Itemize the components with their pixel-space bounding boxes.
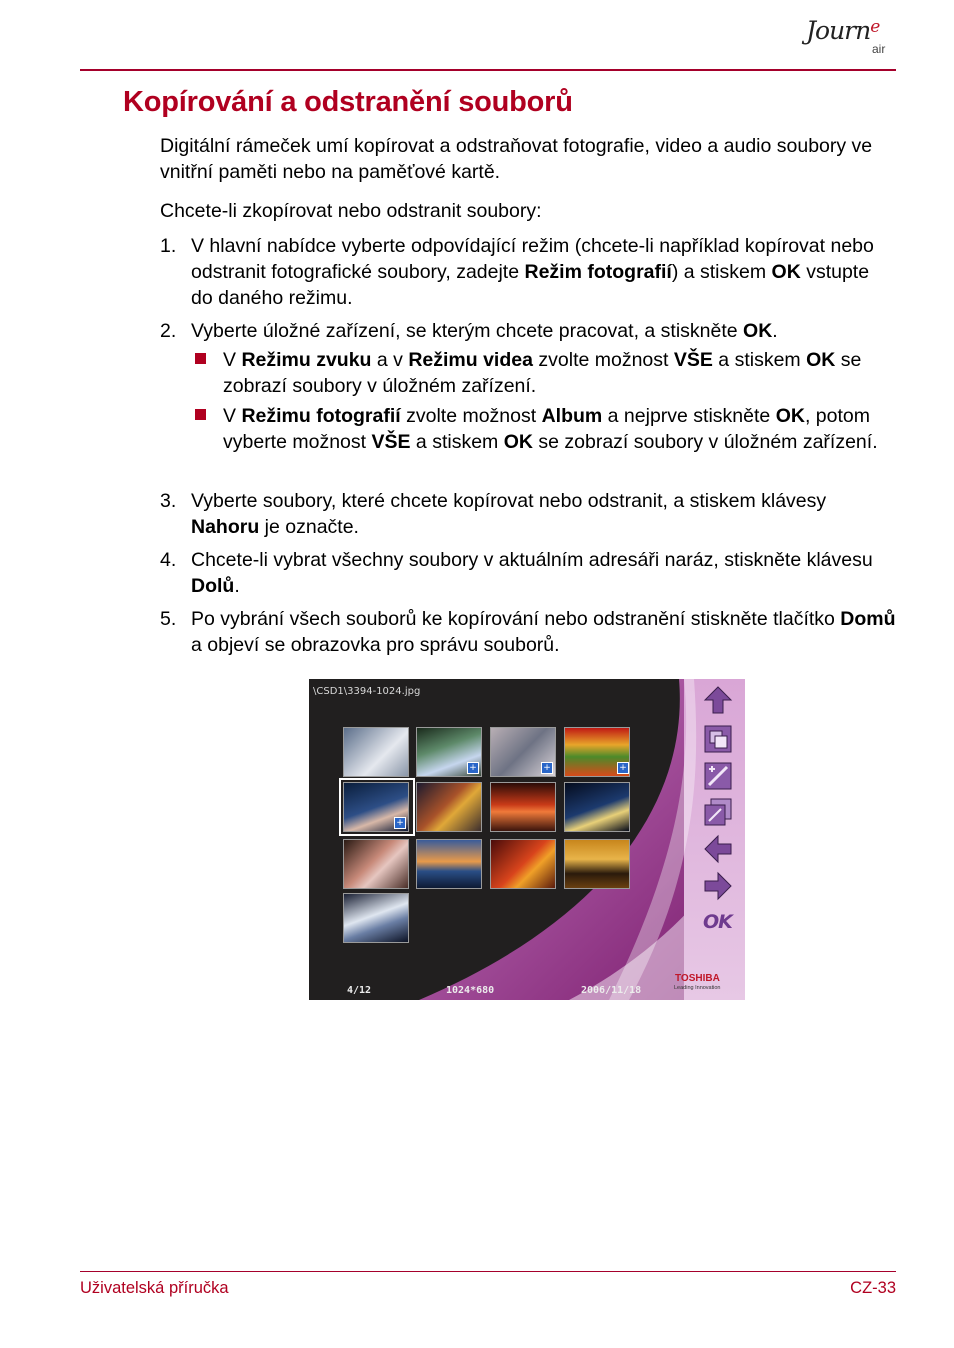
image-counter: 4/12 xyxy=(347,985,372,996)
thumbnail-selected[interactable] xyxy=(343,782,409,832)
step-1: V hlavní nabídce vyberte odpovídající režim (chcete-li například kopírovat nebo odstranit fotografické soubory, zadejte Režim fotografií) a stiskem OK vstupte do daného režimu. xyxy=(191,235,874,309)
step-number: 5. xyxy=(160,608,177,630)
step-5: Po vybrání všech souborů ke kopírování nebo odstranění stiskněte tlačítko Domů a objeví se obrazovka pro správu souborů. xyxy=(191,608,896,656)
thumbnail[interactable] xyxy=(490,782,556,832)
thumbnail[interactable] xyxy=(416,839,482,889)
step-3: Vyberte soubory, které chcete kopírovat nebo odstranit, a stiskem klávesy Nahoru je označte. xyxy=(191,490,827,538)
select-all-icon[interactable] xyxy=(703,797,733,827)
step-number: 4. xyxy=(160,549,177,571)
bullet-square-icon xyxy=(195,353,206,364)
image-date: 2006/11/18 xyxy=(581,985,642,996)
copy-icon[interactable] xyxy=(703,724,733,754)
page-number: CZ-33 xyxy=(850,1279,896,1297)
header-rule xyxy=(80,69,896,71)
intro-paragraph: Digitální rámeček umí kopírovat a odstraňovat fotografie, video a audio soubory ve vnitřní paměti nebo na paměťové kartě. xyxy=(160,135,873,183)
ok-icon[interactable]: OK xyxy=(703,911,732,933)
up-arrow-icon[interactable] xyxy=(703,685,733,715)
thumbnail[interactable] xyxy=(564,727,630,777)
toshiba-logo: TOSHIBA xyxy=(675,973,720,984)
lead-paragraph: Chcete-li zkopírovat nebo odstranit soubory: xyxy=(160,200,542,222)
journe-air-logo xyxy=(806,12,896,64)
thumbnail[interactable] xyxy=(343,893,409,943)
step-2-bullet-photo: V Režimu fotografií zvolte možnost Album a nejprve stiskněte OK, potom vyberte možnost VŠE a stiskem OK se zobrazí soubory v úložném zařízení. xyxy=(223,405,878,453)
add-icon: + xyxy=(467,762,479,774)
thumbnail[interactable] xyxy=(564,839,630,889)
thumbnail[interactable] xyxy=(490,839,556,889)
step-number: 2. xyxy=(160,320,177,342)
step-4: Chcete-li vybrat všechny soubory v aktuálním adresáři naráz, stiskněte klávesu Dolů. xyxy=(191,549,873,597)
image-resolution: 1024*680 xyxy=(446,985,495,996)
footer-rule xyxy=(80,1271,896,1272)
add-icon: + xyxy=(394,817,406,829)
step-2-bullet-audio-video: V Režimu zvuku a v Režimu videa zvolte možnost VŠE a stiskem OK se zobrazí soubory v úložném zařízení. xyxy=(223,349,862,397)
delete-icon[interactable] xyxy=(703,761,733,791)
right-arrow-icon[interactable] xyxy=(703,871,733,901)
thumbnail[interactable] xyxy=(343,839,409,889)
add-icon: + xyxy=(617,762,629,774)
logo-air: air xyxy=(872,42,886,56)
left-arrow-icon[interactable] xyxy=(703,834,733,864)
step-2: Vyberte úložné zařízení, se kterým chcete pracovat, a stiskněte OK. xyxy=(191,320,778,342)
bullet-square-icon xyxy=(195,409,206,420)
thumbnail[interactable] xyxy=(490,727,556,777)
thumbnail[interactable] xyxy=(343,727,409,777)
footer-manual-title: Uživatelská příručka xyxy=(80,1279,229,1297)
thumbnail[interactable] xyxy=(416,782,482,832)
page-title: Kopírování a odstranění souborů xyxy=(123,86,573,118)
file-manager-screenshot xyxy=(309,679,745,1000)
thumbnail[interactable] xyxy=(416,727,482,777)
logo-script: Journ$^e$ xyxy=(806,16,880,45)
file-path: \CSD1\3394-1024.jpg xyxy=(313,686,421,697)
thumbnail[interactable] xyxy=(564,782,630,832)
step-number: 3. xyxy=(160,490,177,512)
add-icon: + xyxy=(541,762,553,774)
brand-tagline: Leading Innovation xyxy=(674,985,721,991)
step-number: 1. xyxy=(160,235,177,257)
